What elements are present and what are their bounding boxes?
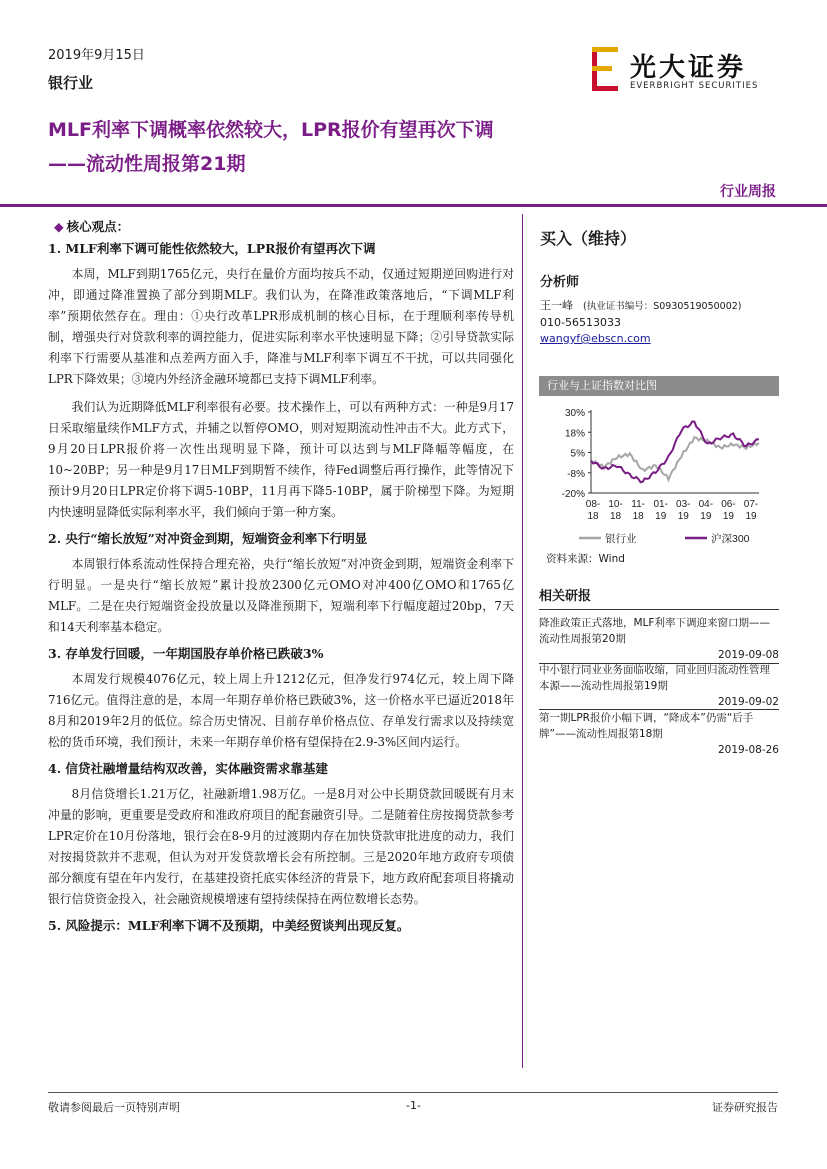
chart-source: 资料来源：Wind [546, 553, 625, 565]
section-heading-4: 4. 信贷社融增量结构双改善，实体融资需求靠基建 [48, 761, 328, 776]
analyst-cert: (执业证书编号：S0930519050002) [583, 301, 742, 312]
x-axis [586, 493, 759, 522]
core-points-text: 核心观点： [66, 219, 130, 234]
series-lines [591, 422, 759, 483]
related-report-title: 第一期LPR报价小幅下调，“降成本”仍需“后手牌”——流动性周报第18期 [539, 712, 754, 740]
related-report-1[interactable] [539, 615, 779, 663]
diamond-icon: ◆ [54, 219, 64, 234]
x-tick-label: 04-19 [698, 499, 714, 522]
x-tick-label: 06-19 [721, 499, 736, 522]
x-tick-label: 10-18 [608, 499, 623, 522]
report-subtitle: ——流动性周报第21期 [48, 153, 246, 175]
section-heading-3: 3. 存单发行回暖，一年期国股存单价格已跌破3% [48, 646, 324, 661]
footer-disclaimer: 敬请参阅最后一页特别声明 [48, 1101, 180, 1114]
logo-text-cn: 光大证券 [630, 53, 747, 83]
related-report-title: 中小银行同业业务面临收缩，同业回归流动性管理本源——流动性周报第19期 [539, 664, 770, 692]
rating-label: 买入（维持） [540, 229, 637, 248]
section-heading-1: 1. MLF利率下调可能性依然较大，LPR报价有望再次下调 [48, 241, 376, 256]
core-points-label [54, 217, 514, 235]
analyst-heading: 分析师 [540, 275, 580, 290]
logo-mark-icon [590, 47, 620, 91]
y-tick-label: 18% [564, 428, 585, 440]
related-divider-top [539, 609, 779, 610]
y-tick-label: -8% [567, 468, 585, 480]
company-logo [590, 47, 780, 97]
report-type-label: 行业周报 [720, 184, 776, 200]
page-number: -1- [406, 1099, 421, 1112]
chart-caption: 行业与上证指数对比图 [539, 376, 779, 396]
related-report-2[interactable] [539, 662, 779, 710]
x-tick-label: 11-18 [631, 499, 646, 522]
section-4-paragraph-1: 8月信贷增长1.21万亿，社融新增1.98万亿。一是8月对公中长期贷款回暖既有月末冲量的影响，更重要是受政府和准政府项目的配套融资引导。二是随着住房按揭贷款参考LPR定价在10月份落地，银行会在8-9月的过渡期内存在加快贷款审批进度的动力，我们对按揭贷款并不悲观，但认为对开发贷款增长会有所控制。三是2020年地方政府专项债部分额度有望在年内发行，在基建投资托底实体经济的背景下，地方政府配套项目将撬动银行信贷资金投入，社会融资规模增速有望持续保持在两位数增长态势。 [48, 787, 514, 906]
section-heading-5: 5. 风险提示：MLF利率下调不及预期，中美经贸谈判出现反复。 [48, 918, 410, 933]
chart-legend [579, 532, 750, 545]
related-report-title: 降准政策正式落地，MLF利率下调迎来窗口期——流动性周报第20期 [539, 617, 770, 645]
x-tick-label: 08-18 [585, 499, 601, 522]
report-title: MLF利率下调概率依然较大，LPR报价有望再次下调 [48, 119, 494, 141]
logo-text-en: EVERBRIGHT SECURITIES [630, 81, 759, 91]
index-comparison-chart [539, 398, 779, 548]
related-report-date: 2019-09-08 [717, 649, 779, 661]
header-divider [0, 204, 827, 207]
x-tick-label: 07-19 [743, 499, 759, 522]
y-axis [562, 408, 591, 500]
analyst-phone: 010-56513033 [540, 316, 621, 329]
y-tick-label: -20% [561, 489, 585, 500]
footer-brand: 证券研究报告 [712, 1101, 778, 1114]
industry-label: 银行业 [48, 74, 94, 92]
related-reports-heading: 相关研报 [539, 589, 592, 604]
main-column [48, 217, 514, 941]
section-1-paragraph-1: 本周，MLF到期1765亿元，央行在量价方面均按兵不动，仅通过短期逆回购进行对冲，即通过降准置换了部分到期MLF。我们认为，在降准政策落地后，“下调MLF利率”预期依然存在。理由：①央行改革LPR形成机制的核心目标，在于理顺利率传导机制，增强央行对贷款利率的调控能力，促进实际利率水平快速明显下降；②引导贷款实际利率下行需要从基准和点差两方面入手，降准与MLF利率下调互不干扰，可以共同强化LPR下降效果；③境内外经济金融环境都已支持下调MLF利率。 [48, 267, 514, 386]
analyst-name: 王一峰 [540, 299, 573, 312]
related-report-date: 2019-08-26 [717, 744, 779, 756]
column-divider [522, 214, 523, 1068]
x-tick-label: 01-19 [653, 499, 668, 522]
sidebar [540, 224, 780, 347]
section-3-paragraph-1: 本周发行规模4076亿元，较上周上升1212亿元，但净发行974亿元，较上周下降716亿元。值得注意的是，本周一年期存单价格已跌破3%，这一价格水平已逼近2018年8月和2019年2月的低位。综合历史情况、目前存单价格点位、存单发行需求以及持续宽松的货币环境，我们预计，未来一年期存单价格有望保持在2.9-3%区间内运行。 [48, 672, 514, 749]
y-tick-label: 5% [570, 448, 585, 460]
x-tick-label: 03-19 [676, 499, 691, 522]
report-date: 2019年9月15日 [48, 48, 145, 63]
footer-divider [48, 1092, 778, 1093]
series-line-hs300 [591, 422, 759, 483]
y-tick-label: 30% [564, 408, 585, 419]
legend-label: 银行业 [605, 533, 637, 545]
section-2-paragraph-1: 本周银行体系流动性保持合理充裕，央行“缩长放短”对冲资金到期，短端资金利率下行明显。一是央行“缩长放短”累计投放2300亿元OMO对冲400亿OMO和1765亿MLF。二是在央行短端资金投放量以及降准预期下，短端利率下行幅度超过20bp，7天和14天利率基本稳定。 [48, 557, 514, 634]
related-report-3[interactable] [539, 710, 779, 758]
analyst-info [540, 298, 780, 347]
related-report-date: 2019-09-02 [717, 696, 779, 708]
legend-label: 沪深300 [711, 533, 750, 545]
analyst-email-link[interactable]: wangyf@ebscn.com [540, 332, 651, 345]
section-1-paragraph-2: 我们认为近期降低MLF利率很有必要。技术操作上，可以有两种方式：一种是9月17日采取缩量续作MLF方式，并辅之以暂停OMO，则对短期流动性冲击不大。此方式下，9月20日LPR报价将一次性出现明显下降，预计可以达到与MLF降幅等幅度，在10~20BP；另一种是9月17日MLF到期暂不续作，待Fed调整后再行操作，此等情况下预计9月20日LPR定价将下调5-10BP，11月再下降5-10BP，属于阶梯型下降。为短期内快速明显降低实际利率水平，我们倾向于第一种方案。 [48, 400, 514, 519]
section-heading-2: 2. 央行“缩长放短”对冲资金到期，短端资金利率下行明显 [48, 531, 368, 546]
